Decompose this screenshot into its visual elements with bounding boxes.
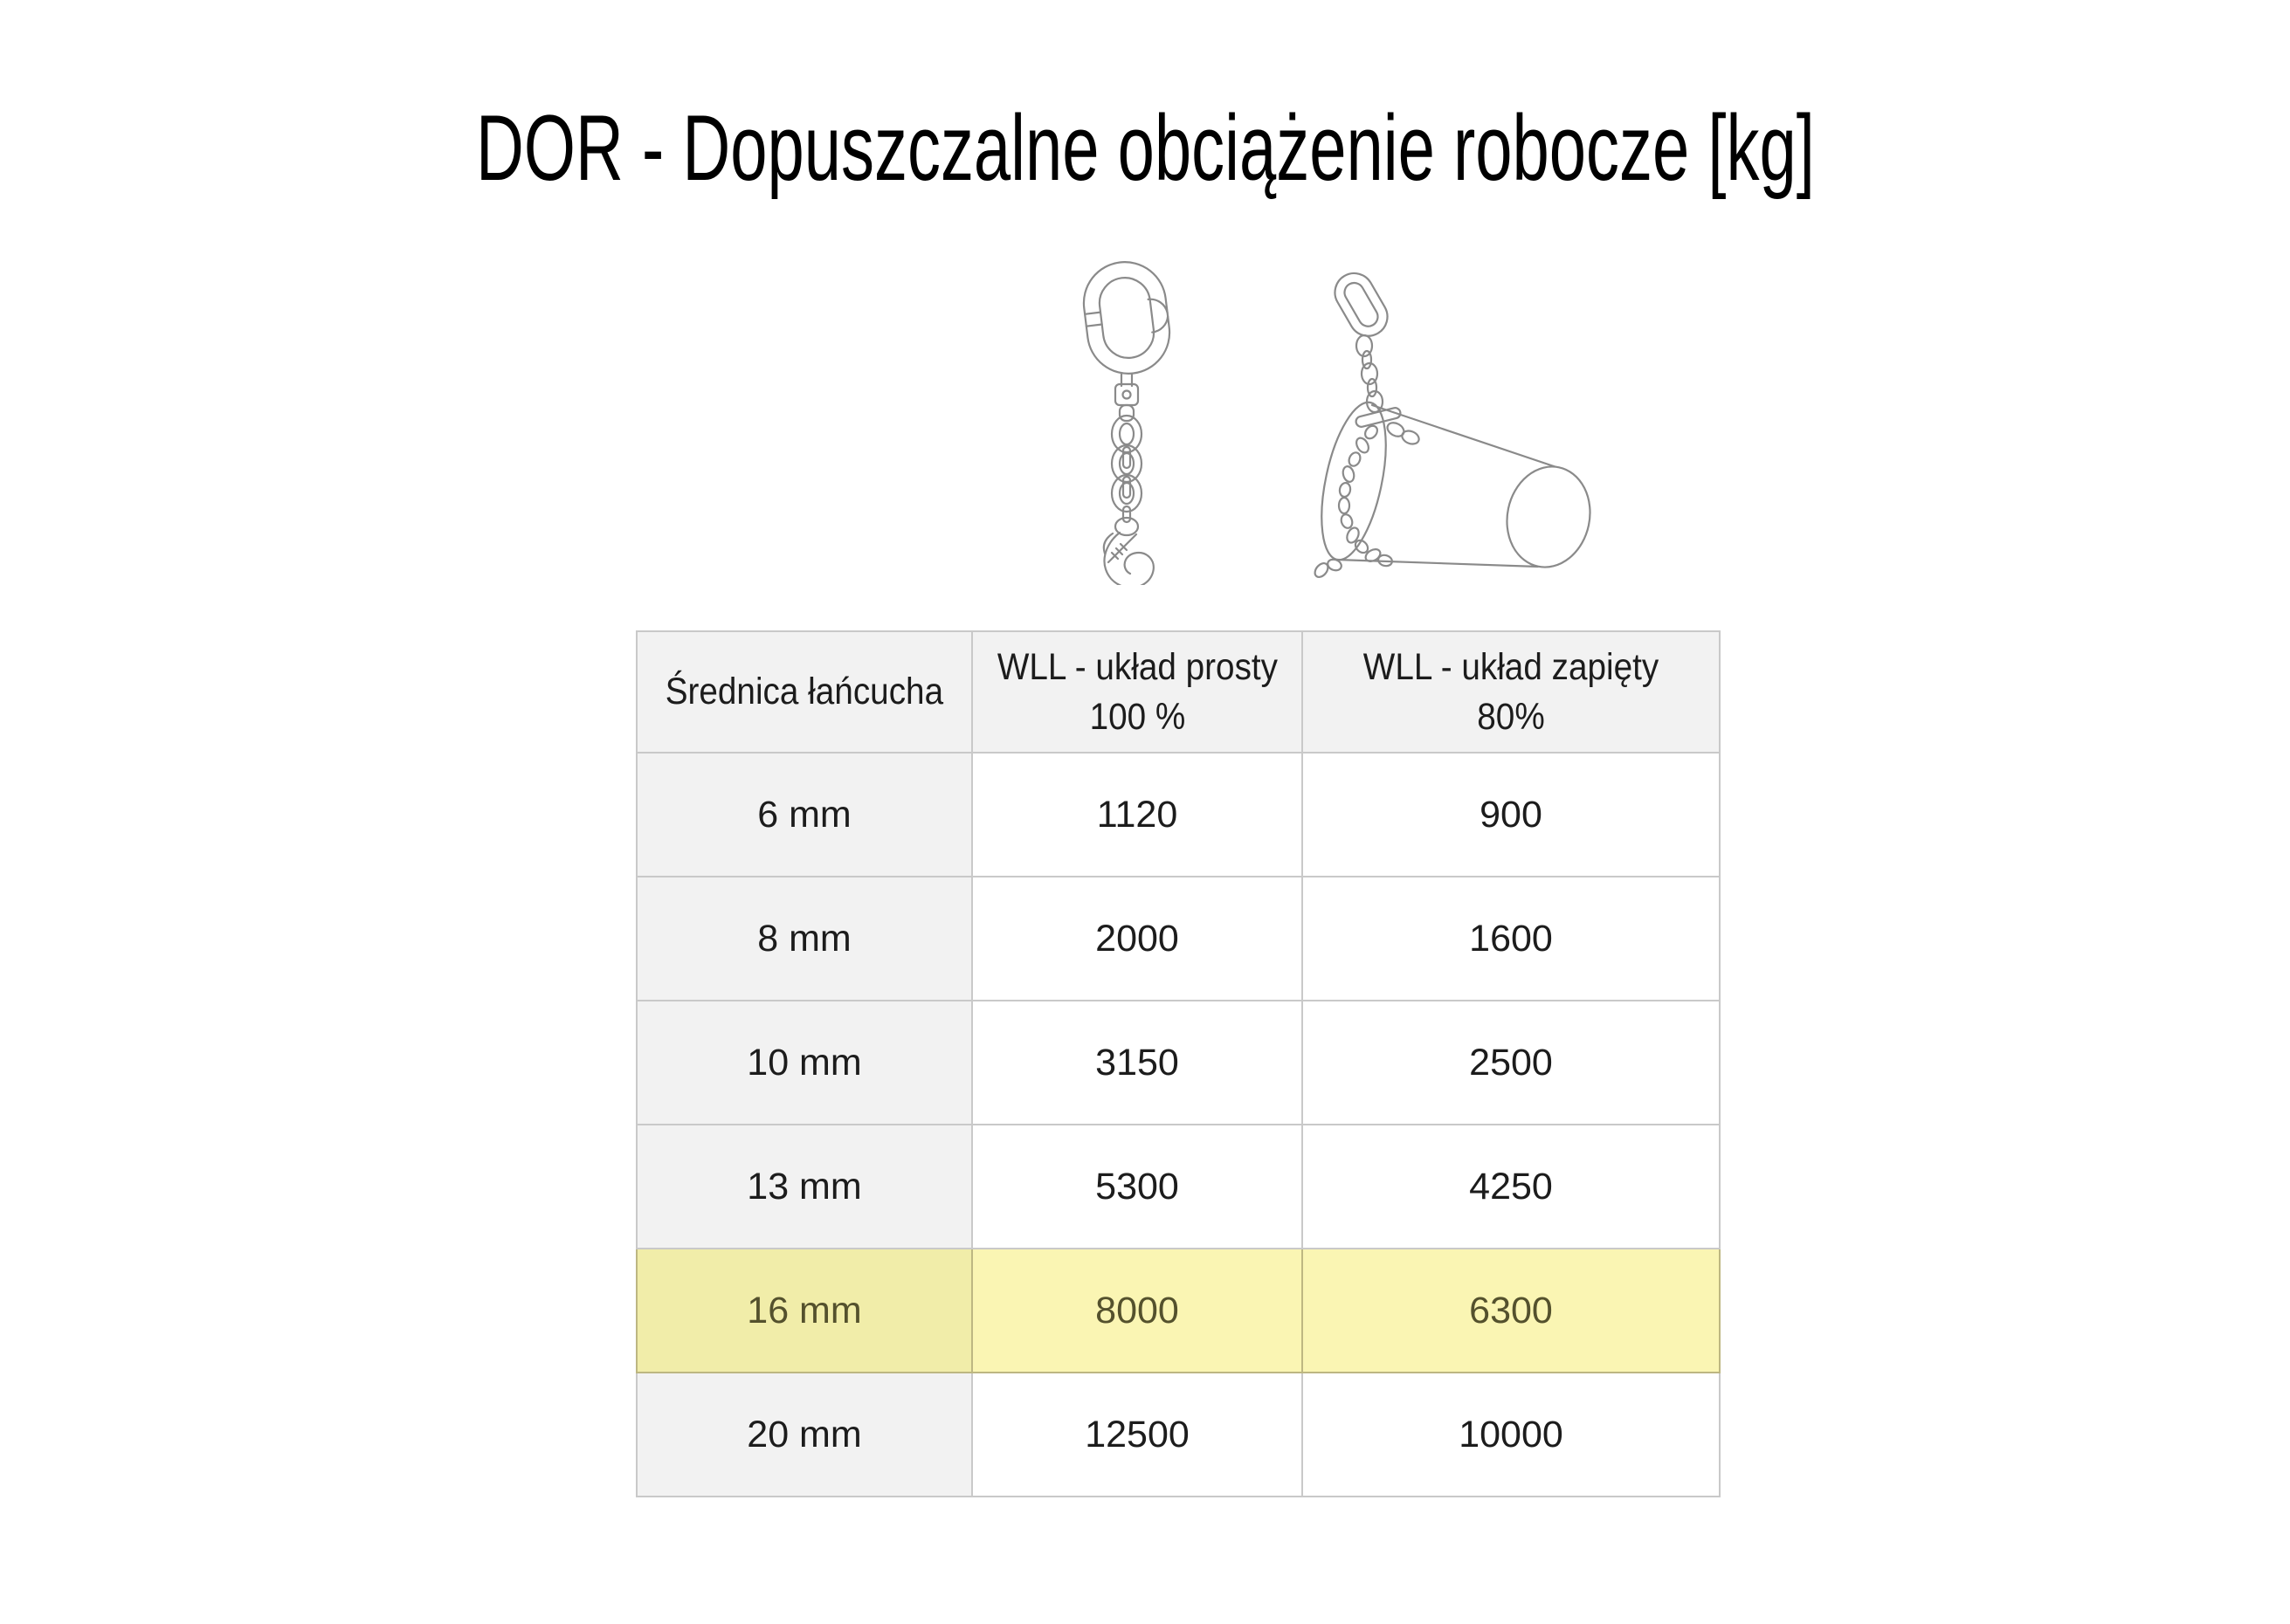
- wll-straight-cell: 12500: [972, 1373, 1302, 1497]
- wll-straight-cell: 5300: [972, 1125, 1302, 1249]
- master-link-icon: [1079, 258, 1175, 379]
- cylinder-icon: [1310, 396, 1599, 575]
- header-wll-choked-line1: WLL - układ zapięty: [1362, 645, 1659, 688]
- header-wll-choked-line2: 80%: [1477, 695, 1545, 738]
- header-cell-wll-choked: [1302, 631, 1720, 753]
- sling-hook-icon: [1104, 518, 1154, 585]
- table-row: [637, 1373, 1720, 1497]
- table-row: [637, 1001, 1720, 1125]
- wll-choked-cell: 900: [1302, 753, 1720, 877]
- chain-links-icon: [1356, 335, 1383, 412]
- wll-choked-cell: 4250: [1302, 1125, 1720, 1249]
- choked-chain-sling-illustration: [1308, 260, 1610, 585]
- diameter-cell: 8 mm: [637, 877, 972, 1001]
- wll-straight-cell: 2000: [972, 877, 1302, 1001]
- diameter-cell: 13 mm: [637, 1125, 972, 1249]
- diameter-cell: 20 mm: [637, 1373, 972, 1497]
- wll-straight-cell: 8000: [972, 1249, 1302, 1373]
- header-diameter-line1: Średnica łańcucha: [665, 671, 944, 712]
- master-link-icon: [1328, 266, 1394, 343]
- table-header-row: [637, 631, 1720, 753]
- wll-choked-cell: 10000: [1302, 1373, 1720, 1497]
- header-wll-straight-line2: 100 %: [1089, 695, 1185, 738]
- wll-straight-cell: 1120: [972, 753, 1302, 877]
- page-title: [0, 95, 2290, 200]
- table-row: [637, 877, 1720, 1001]
- wll-straight-cell: 3150: [972, 1001, 1302, 1125]
- connector-icon: [1115, 374, 1138, 421]
- wll-choked-cell: 1600: [1302, 877, 1720, 1001]
- header-cell-wll-straight: [972, 631, 1302, 753]
- diameter-cell: 6 mm: [637, 753, 972, 877]
- wll-table: [636, 630, 1721, 1497]
- wll-choked-cell: 6300: [1302, 1249, 1720, 1373]
- table-row-highlighted: [637, 1249, 1720, 1373]
- header-cell-diameter: [637, 631, 972, 753]
- diameter-cell: 10 mm: [637, 1001, 972, 1125]
- straight-chain-sling-illustration: [1050, 253, 1211, 585]
- header-wll-straight-line1: WLL - układ prosty: [997, 645, 1278, 688]
- wll-choked-cell: 2500: [1302, 1001, 1720, 1125]
- page-title-text: DOR - Dopuszczalne obciążenie robocze [kg]: [475, 95, 1815, 200]
- chain-links-icon: [1112, 416, 1142, 522]
- diameter-cell: 16 mm: [637, 1249, 972, 1373]
- table-row: [637, 753, 1720, 877]
- wll-table-container: [636, 630, 1721, 1497]
- table-row: [637, 1125, 1720, 1249]
